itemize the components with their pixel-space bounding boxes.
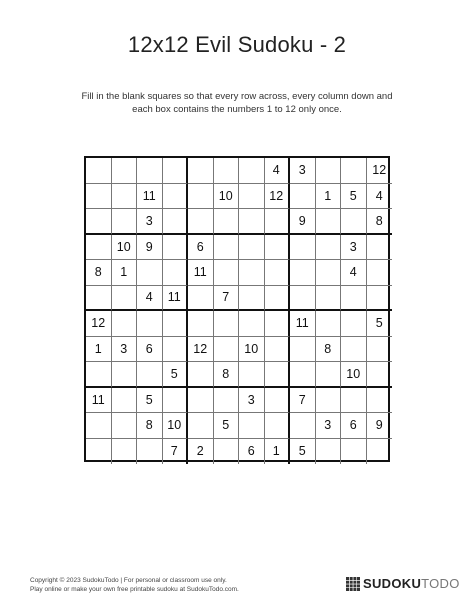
sudoku-cell[interactable] — [316, 158, 342, 184]
sudoku-cell[interactable] — [316, 362, 342, 388]
instructions-line-2: each box contains the numbers 1 to 12 only once. — [132, 104, 342, 115]
sudoku-cell[interactable] — [239, 286, 265, 312]
sudoku-grid — [84, 156, 390, 462]
sudoku-cell[interactable]: 12 — [86, 311, 112, 337]
sudoku-cell[interactable]: 5 — [367, 311, 393, 337]
sudoku-cell[interactable]: 8 — [137, 413, 163, 439]
sudoku-cell[interactable]: 1 — [86, 337, 112, 363]
sudoku-cell[interactable]: 7 — [214, 286, 240, 312]
sudoku-cell[interactable] — [86, 235, 112, 261]
sudoku-cell[interactable] — [214, 260, 240, 286]
sudoku-cell[interactable] — [265, 235, 291, 261]
sudoku-cell[interactable]: 3 — [290, 158, 316, 184]
sudoku-cell[interactable] — [137, 158, 163, 184]
sudoku-cell[interactable] — [188, 362, 214, 388]
sudoku-cell[interactable] — [214, 158, 240, 184]
sudoku-cell[interactable] — [290, 184, 316, 210]
sudoku-cell[interactable] — [163, 388, 189, 414]
sudoku-cell[interactable] — [367, 286, 393, 312]
instructions — [60, 90, 414, 116]
sudoku-cell[interactable]: 9 — [367, 413, 393, 439]
sudoku-cell[interactable]: 1 — [112, 260, 138, 286]
sudoku-cell[interactable] — [112, 413, 138, 439]
sudoku-cell[interactable] — [137, 439, 163, 465]
sudoku-cell[interactable] — [188, 388, 214, 414]
sudoku-cell[interactable] — [86, 413, 112, 439]
sudoku-cell[interactable] — [367, 260, 393, 286]
sudoku-cell[interactable] — [290, 286, 316, 312]
sudoku-cell[interactable] — [214, 311, 240, 337]
sudoku-cell[interactable] — [316, 260, 342, 286]
sudoku-cell[interactable] — [265, 413, 291, 439]
sudoku-cell[interactable] — [316, 209, 342, 235]
sudoku-cell[interactable] — [163, 235, 189, 261]
sudoku-cell[interactable]: 4 — [341, 260, 367, 286]
sudoku-cell[interactable] — [112, 311, 138, 337]
sudoku-cell[interactable] — [163, 311, 189, 337]
sudoku-cell[interactable] — [341, 337, 367, 363]
sudoku-cell[interactable] — [367, 388, 393, 414]
footer — [30, 576, 239, 594]
sudoku-cell[interactable] — [137, 311, 163, 337]
sudoku-cell[interactable] — [239, 311, 265, 337]
sudoku-cell[interactable] — [316, 388, 342, 414]
sudoku-cell[interactable] — [112, 362, 138, 388]
page-title: 12x12 Evil Sudoku - 2 — [127, 32, 347, 57]
sudoku-cell[interactable] — [112, 209, 138, 235]
sudoku-cell[interactable]: 6 — [188, 235, 214, 261]
sudoku-cell[interactable]: 4 — [137, 286, 163, 312]
sudoku-cell[interactable] — [112, 388, 138, 414]
sudoku-cell[interactable] — [112, 286, 138, 312]
sudoku-cell[interactable] — [316, 235, 342, 261]
sudoku-cell[interactable] — [239, 209, 265, 235]
sudoku-cell[interactable]: 1 — [316, 184, 342, 210]
footer-link-text: Play online or make your own free printable sudoku at SudokuTodo.com. — [30, 586, 239, 593]
sudoku-cell[interactable]: 5 — [163, 362, 189, 388]
sudoku-cell[interactable]: 4 — [367, 184, 393, 210]
sudoku-cell[interactable] — [214, 209, 240, 235]
sudoku-cell[interactable]: 3 — [341, 235, 367, 261]
sudoku-cell[interactable] — [137, 260, 163, 286]
sudoku-cell[interactable] — [86, 286, 112, 312]
sudoku-cell[interactable] — [265, 311, 291, 337]
sudoku-cell[interactable] — [290, 260, 316, 286]
sudoku-cell[interactable]: 11 — [163, 286, 189, 312]
sudoku-cell[interactable]: 2 — [188, 439, 214, 465]
sudoku-cell[interactable] — [265, 337, 291, 363]
sudoku-cell[interactable]: 10 — [214, 184, 240, 210]
sudoku-cell[interactable] — [188, 184, 214, 210]
sudoku-cell[interactable] — [239, 362, 265, 388]
sudoku-cell[interactable] — [112, 158, 138, 184]
sudoku-cell[interactable]: 1 — [265, 439, 291, 465]
sudoku-cell[interactable] — [265, 388, 291, 414]
sudoku-cell[interactable]: 3 — [239, 388, 265, 414]
brand-text-todo: TODO — [421, 576, 460, 591]
sudoku-cell[interactable]: 8 — [214, 362, 240, 388]
sudoku-cell[interactable] — [265, 286, 291, 312]
sudoku-cell[interactable]: 5 — [214, 413, 240, 439]
sudoku-cell[interactable] — [112, 184, 138, 210]
brand-logo[interactable] — [346, 576, 460, 591]
sudoku-cell[interactable] — [239, 260, 265, 286]
sudoku-cell[interactable] — [86, 184, 112, 210]
sudoku-cell[interactable] — [341, 311, 367, 337]
brand-text-sudoku: SUDOKU — [363, 576, 422, 591]
sudoku-cell[interactable] — [265, 260, 291, 286]
sudoku-cell[interactable]: 10 — [239, 337, 265, 363]
sudoku-cell[interactable] — [290, 362, 316, 388]
sudoku-cell[interactable] — [86, 439, 112, 465]
sudoku-cell[interactable]: 10 — [341, 362, 367, 388]
sudoku-cell[interactable] — [214, 439, 240, 465]
sudoku-cell[interactable]: 3 — [137, 209, 163, 235]
sudoku-cell[interactable]: 11 — [188, 260, 214, 286]
sudoku-cell[interactable] — [341, 388, 367, 414]
sudoku-cell[interactable] — [188, 158, 214, 184]
sudoku-cell[interactable]: 9 — [137, 235, 163, 261]
sudoku-cell[interactable]: 6 — [137, 337, 163, 363]
sudoku-cell[interactable] — [290, 337, 316, 363]
sudoku-cell[interactable] — [265, 362, 291, 388]
instructions-line-1: Fill in the blank squares so that every row across, every column down and — [81, 91, 393, 102]
sudoku-cell[interactable] — [316, 311, 342, 337]
sudoku-cell[interactable]: 11 — [137, 184, 163, 210]
sudoku-cell[interactable] — [239, 413, 265, 439]
sudoku-cell[interactable]: 8 — [316, 337, 342, 363]
sudoku-cell[interactable]: 12 — [188, 337, 214, 363]
sudoku-cell[interactable]: 10 — [163, 413, 189, 439]
sudoku-cell[interactable] — [86, 209, 112, 235]
sudoku-cell[interactable] — [214, 235, 240, 261]
sudoku-cell[interactable]: 4 — [265, 158, 291, 184]
sudoku-cell[interactable]: 10 — [112, 235, 138, 261]
sudoku-cell[interactable] — [290, 235, 316, 261]
sudoku-cell[interactable] — [163, 209, 189, 235]
copyright-text: Copyright © 2023 SudokuTodo | For personal or classroom use only. — [30, 577, 227, 584]
sudoku-cell[interactable] — [341, 439, 367, 465]
sudoku-cell[interactable]: 3 — [112, 337, 138, 363]
sudoku-cell[interactable] — [163, 184, 189, 210]
sudoku-cell[interactable] — [239, 235, 265, 261]
sudoku-cell[interactable] — [367, 362, 393, 388]
sudoku-cell[interactable] — [265, 209, 291, 235]
sudoku-cell[interactable]: 5 — [341, 184, 367, 210]
sudoku-cell[interactable]: 11 — [290, 311, 316, 337]
sudoku-cell[interactable] — [188, 311, 214, 337]
sudoku-cell[interactable]: 11 — [86, 388, 112, 414]
sudoku-cell[interactable] — [214, 337, 240, 363]
sudoku-cell[interactable] — [86, 158, 112, 184]
sudoku-cell[interactable]: 3 — [316, 413, 342, 439]
sudoku-cell[interactable]: 5 — [290, 439, 316, 465]
sudoku-cell[interactable] — [290, 413, 316, 439]
sudoku-cell[interactable] — [163, 337, 189, 363]
sudoku-cell[interactable] — [341, 286, 367, 312]
sudoku-cell[interactable] — [86, 362, 112, 388]
sudoku-cell[interactable]: 7 — [163, 439, 189, 465]
sudoku-cell[interactable]: 7 — [290, 388, 316, 414]
sudoku-cell[interactable] — [341, 209, 367, 235]
sudoku-cell[interactable] — [188, 286, 214, 312]
sudoku-cell[interactable]: 12 — [265, 184, 291, 210]
grid-logo-icon — [346, 577, 360, 591]
sudoku-cell[interactable]: 9 — [290, 209, 316, 235]
sudoku-cell[interactable] — [367, 439, 393, 465]
sudoku-cell[interactable] — [367, 337, 393, 363]
sudoku-cell[interactable] — [341, 158, 367, 184]
sudoku-cell[interactable] — [239, 158, 265, 184]
sudoku-cell[interactable]: 12 — [367, 158, 393, 184]
sudoku-cell[interactable] — [367, 235, 393, 261]
sudoku-cell[interactable] — [214, 388, 240, 414]
sudoku-cell[interactable] — [163, 260, 189, 286]
sudoku-cell[interactable]: 5 — [137, 388, 163, 414]
sudoku-cell[interactable] — [112, 439, 138, 465]
sudoku-cell[interactable] — [163, 158, 189, 184]
sudoku-cell[interactable] — [316, 439, 342, 465]
sudoku-cell[interactable]: 8 — [86, 260, 112, 286]
sudoku-cell[interactable] — [188, 413, 214, 439]
sudoku-cell[interactable]: 6 — [239, 439, 265, 465]
sudoku-cell[interactable] — [239, 184, 265, 210]
sudoku-cell[interactable]: 8 — [367, 209, 393, 235]
sudoku-cell[interactable] — [316, 286, 342, 312]
sudoku-cell[interactable]: 6 — [341, 413, 367, 439]
sudoku-cell[interactable] — [137, 362, 163, 388]
sudoku-cell[interactable] — [188, 209, 214, 235]
